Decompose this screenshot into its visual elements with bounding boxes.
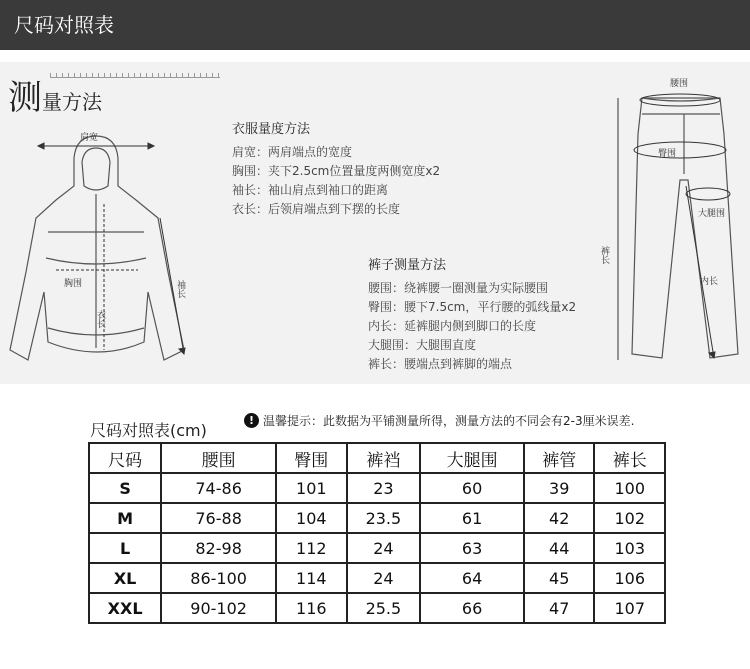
table-row	[89, 593, 665, 623]
size-chart-title: 尺码对照表(cm)	[90, 421, 207, 440]
column-header: 大腿围	[420, 443, 524, 473]
pants-method-line: 臀围：腰下7.5cm，平行腰的弧线量x2	[368, 300, 577, 314]
clothes-method-line: 衣长：后领肩端点到下摆的长度	[232, 202, 401, 216]
table-row	[89, 563, 665, 593]
table-cell: L	[89, 533, 161, 563]
table-cell: 61	[420, 503, 524, 533]
table-cell: 100	[594, 473, 665, 503]
table-cell: S	[89, 473, 161, 503]
page-header-title: 尺码对照表	[14, 13, 114, 37]
table-cell: 74-86	[161, 473, 276, 503]
table-cell: 116	[276, 593, 346, 623]
jacket-chest-label: 胸围	[64, 279, 83, 289]
table-cell: 42	[524, 503, 594, 533]
pants-illustration	[596, 74, 746, 374]
table-row	[89, 473, 665, 503]
measurement-notice	[244, 412, 634, 429]
table-cell: 64	[420, 563, 524, 593]
column-header: 尺码	[89, 443, 161, 473]
pants-method-line: 大腿围：大腿围直度	[368, 338, 477, 352]
pants-length-label: 裤长	[599, 246, 609, 264]
pants-waist-label: 腰围	[670, 79, 689, 89]
jacket-length-label: 衣长	[95, 310, 105, 328]
clothes-method	[232, 118, 440, 219]
table-cell: 112	[276, 533, 346, 563]
pants-method	[368, 254, 576, 374]
size-table	[88, 442, 666, 624]
pants-method-line: 裤长：腰端点到裤脚的端点	[368, 357, 513, 371]
pants-hip-label: 臀围	[658, 149, 677, 159]
table-cell: 82-98	[161, 533, 276, 563]
pants-method-line: 内长：延裤腿内侧到脚口的长度	[368, 319, 537, 333]
table-row	[89, 533, 665, 563]
table-cell: 63	[420, 533, 524, 563]
table-cell: 60	[420, 473, 524, 503]
table-cell: 45	[524, 563, 594, 593]
jacket-shoulder-label: 肩宽	[80, 133, 99, 143]
page-header	[0, 0, 750, 50]
table-cell: 39	[524, 473, 594, 503]
clothes-method-line: 肩宽：两肩端点的宽度	[232, 145, 353, 159]
column-header: 裤长	[594, 443, 665, 473]
pants-thigh-label: 大腿围	[698, 209, 726, 219]
table-cell: 47	[524, 593, 594, 623]
table-cell: 23.5	[347, 503, 421, 533]
table-cell: 102	[594, 503, 665, 533]
clothes-method-heading: 衣服量度方法	[232, 122, 311, 137]
ruler-decoration	[50, 70, 220, 78]
column-header: 裤管	[524, 443, 594, 473]
warning-icon: !	[244, 413, 259, 428]
table-cell: 44	[524, 533, 594, 563]
table-cell: XL	[89, 563, 161, 593]
table-cell: 107	[594, 593, 665, 623]
table-cell: 25.5	[347, 593, 421, 623]
column-header: 裤裆	[347, 443, 421, 473]
table-row	[89, 503, 665, 533]
column-header: 臀围	[276, 443, 346, 473]
table-cell: 90-102	[161, 593, 276, 623]
table-cell: 86-100	[161, 563, 276, 593]
table-cell: 76-88	[161, 503, 276, 533]
table-cell: 101	[276, 473, 346, 503]
table-cell: 24	[347, 563, 421, 593]
table-cell: XXL	[89, 593, 161, 623]
clothes-method-line: 胸围：夹下2.5cm位置量度两侧宽度x2	[232, 164, 441, 178]
pants-method-line: 腰围：绕裤腰一圈测量为实际腰围	[368, 281, 549, 295]
pants-inseam-label: 内长	[700, 277, 719, 287]
notice-text: 温馨提示：此数据为平铺测量所得，测量方法的不同会有2-3厘米误差.	[263, 414, 635, 428]
measure-title-rest: 量方法	[42, 90, 102, 114]
table-cell: 66	[420, 593, 524, 623]
pants-method-heading: 裤子测量方法	[368, 258, 447, 273]
table-header-row	[89, 443, 665, 473]
table-cell: 24	[347, 533, 421, 563]
table-cell: M	[89, 503, 161, 533]
table-cell: 23	[347, 473, 421, 503]
table-cell: 104	[276, 503, 346, 533]
measure-title-big: 测	[8, 78, 42, 118]
clothes-method-line: 袖长：袖山肩点到袖口的距离	[232, 183, 389, 197]
jacket-sleeve-label: 袖长	[175, 280, 185, 298]
table-cell: 106	[594, 563, 665, 593]
table-cell: 114	[276, 563, 346, 593]
jacket-illustration	[8, 122, 198, 374]
table-cell: 103	[594, 533, 665, 563]
column-header: 腰围	[161, 443, 276, 473]
